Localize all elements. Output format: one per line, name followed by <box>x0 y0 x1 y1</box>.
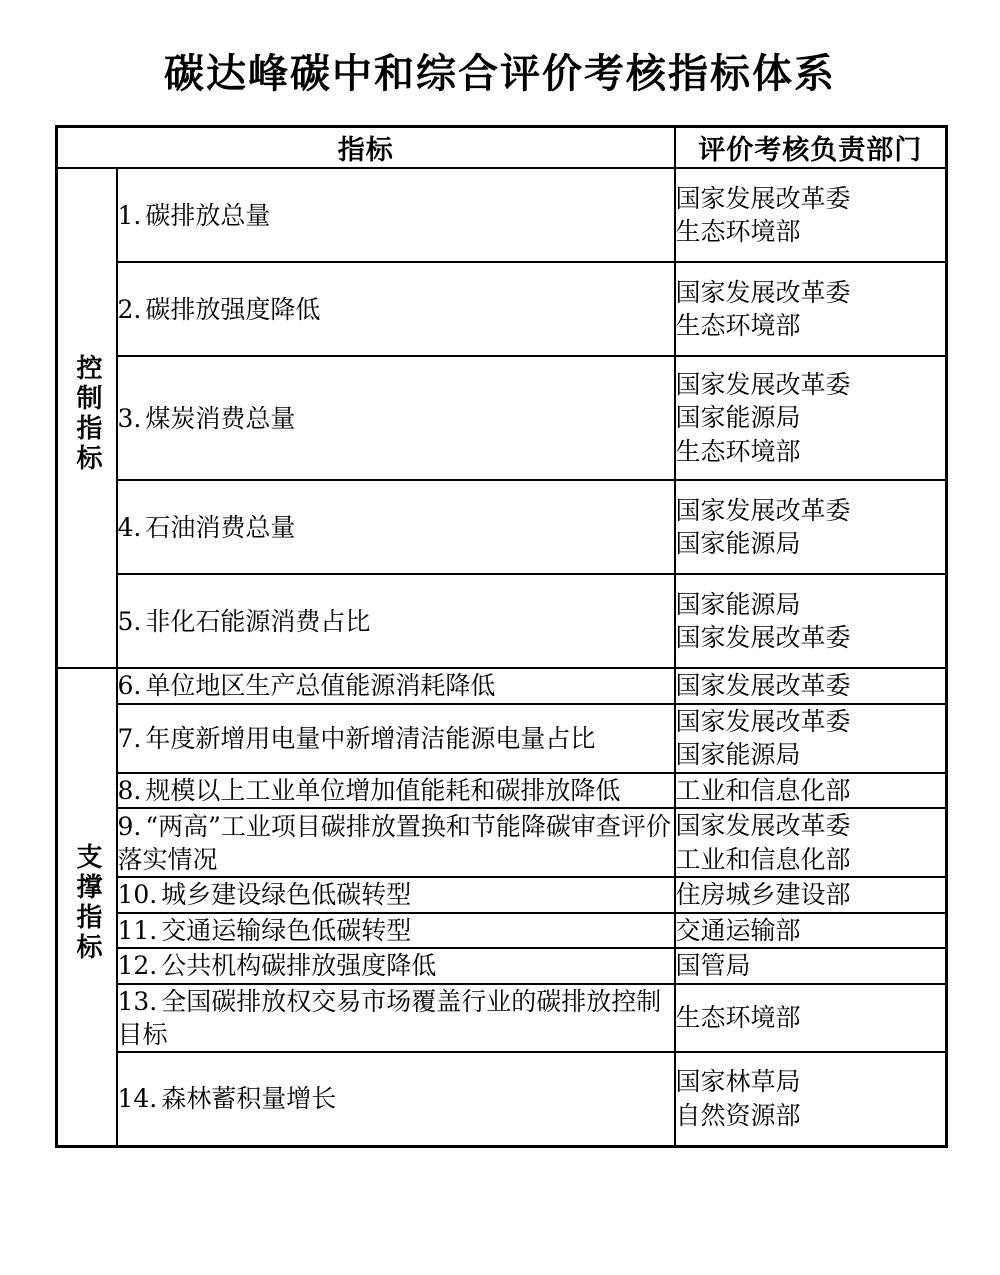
table-row <box>57 356 947 480</box>
department-name: 国家能源局 <box>675 740 801 769</box>
department-name: 自然资源部 <box>675 1100 801 1130</box>
department-name: 住房城乡建设部 <box>675 880 851 909</box>
table-row <box>57 668 947 704</box>
department-name: 国家能源局 <box>675 529 801 558</box>
department-name: 交通运输部 <box>675 915 801 945</box>
department-name: 国家发展改革委 <box>675 811 851 840</box>
department-cell <box>675 480 947 574</box>
table-row <box>57 913 947 949</box>
department-cell <box>675 1052 947 1147</box>
indicator-cell <box>117 877 675 913</box>
indicator-number: 10. <box>117 880 158 910</box>
indicator-number: 8. <box>117 775 142 805</box>
indicator-number: 4. <box>117 512 142 542</box>
table-row <box>57 704 947 773</box>
indicator-text: 城乡建设绿色低碳转型 <box>161 880 412 910</box>
department-cell <box>675 808 947 877</box>
indicator-number: 7. <box>117 723 142 753</box>
department-name: 国家发展改革委 <box>675 495 851 525</box>
department-cell <box>675 574 947 668</box>
department-cell <box>675 877 947 913</box>
indicator-number: 14. <box>117 1084 158 1113</box>
indicator-text: 单位地区生产总值能源消耗降低 <box>145 671 496 701</box>
indicator-cell <box>117 480 675 574</box>
department-cell <box>675 668 947 704</box>
indicator-text: 煤炭消费总量 <box>145 403 296 433</box>
group-label-support <box>57 668 117 1146</box>
indicator-text: 年度新增用电量中新增清洁能源电量占比 <box>145 723 596 753</box>
department-name: 工业和信息化部 <box>675 775 851 805</box>
table-row <box>57 574 947 668</box>
indicator-text: 碳排放总量 <box>145 200 271 230</box>
department-name: 国家发展改革委 <box>675 369 851 399</box>
department-name: 国家发展改革委 <box>675 706 851 736</box>
indicator-cell <box>117 808 675 877</box>
department-name: 生态环境部 <box>675 217 801 246</box>
indicator-text: 非化石能源消费占比 <box>145 606 371 636</box>
department-name: 国家林草局 <box>675 1067 801 1096</box>
indicator-cell <box>117 356 675 480</box>
indicator-number: 3. <box>117 403 142 433</box>
table-row <box>57 262 947 356</box>
group-label-control-text: 控制指标 <box>72 354 102 475</box>
indicator-cell <box>117 574 675 668</box>
indicator-cell <box>117 984 675 1052</box>
department-name: 工业和信息化部 <box>675 844 851 874</box>
header-department: 评价考核负责部门 <box>675 127 947 169</box>
indicator-number: 6. <box>117 671 142 701</box>
table-row <box>57 1052 947 1147</box>
table-row <box>57 877 947 913</box>
indicator-number: 13. <box>117 986 158 1016</box>
indicator-number: 5. <box>117 606 142 636</box>
indicator-cell <box>117 773 675 809</box>
table-row <box>57 480 947 574</box>
department-name: 国管局 <box>675 951 751 980</box>
indicator-cell <box>117 1052 675 1147</box>
department-cell <box>675 262 947 356</box>
indicator-cell <box>117 913 675 949</box>
department-name: 国家发展改革委 <box>675 671 851 700</box>
table-row <box>57 948 947 984</box>
indicator-text: 规模以上工业单位增加值能耗和碳排放降低 <box>145 775 621 805</box>
department-name: 生态环境部 <box>675 436 801 466</box>
indicator-number: 9. <box>117 811 142 841</box>
indicator-text: 交通运输绿色低碳转型 <box>161 915 412 945</box>
department-name: 国家发展改革委 <box>675 623 851 652</box>
indicator-text: 公共机构碳排放强度降低 <box>161 951 437 981</box>
department-name: 国家发展改革委 <box>675 183 851 213</box>
department-name: 生态环境部 <box>675 1002 801 1032</box>
table-header-row <box>57 127 947 169</box>
department-cell <box>675 948 947 984</box>
department-name: 国家能源局 <box>675 403 801 433</box>
indicator-text: 森林蓄积量增长 <box>161 1084 337 1113</box>
indicator-number: 11. <box>117 915 158 945</box>
indicator-text: 石油消费总量 <box>145 512 296 542</box>
page-title: 碳达峰碳中和综合评价考核指标体系 <box>164 50 836 97</box>
indicator-cell <box>117 948 675 984</box>
department-cell <box>675 913 947 949</box>
header-indicator: 指标 <box>57 127 675 169</box>
indicator-number: 1. <box>117 200 142 230</box>
indicator-number: 2. <box>117 294 142 324</box>
department-cell <box>675 356 947 480</box>
table-row <box>57 168 947 262</box>
indicator-text: 碳排放强度降低 <box>145 294 321 324</box>
department-cell <box>675 704 947 773</box>
table-row <box>57 808 947 877</box>
indicator-cell <box>117 262 675 356</box>
indicator-number: 12. <box>117 951 158 981</box>
indicator-table-container <box>55 125 945 1148</box>
group-label-support-text: 支撑指标 <box>72 842 102 963</box>
department-cell <box>675 984 947 1052</box>
department-cell <box>675 168 947 262</box>
department-name: 国家发展改革委 <box>675 277 851 307</box>
indicator-cell <box>117 704 675 773</box>
indicator-text: “两高”工业项目碳排放置换和节能降碳审查评价落实情况 <box>117 811 671 874</box>
table-row <box>57 984 947 1052</box>
indicator-cell <box>117 668 675 704</box>
department-name: 国家能源局 <box>675 589 801 619</box>
department-name: 生态环境部 <box>675 311 801 340</box>
indicator-cell <box>117 168 675 262</box>
table-row <box>57 773 947 809</box>
group-label-control <box>57 168 117 668</box>
department-cell <box>675 773 947 809</box>
indicator-table <box>55 125 948 1148</box>
indicator-text: 全国碳排放权交易市场覆盖行业的碳排放控制目标 <box>117 986 662 1049</box>
